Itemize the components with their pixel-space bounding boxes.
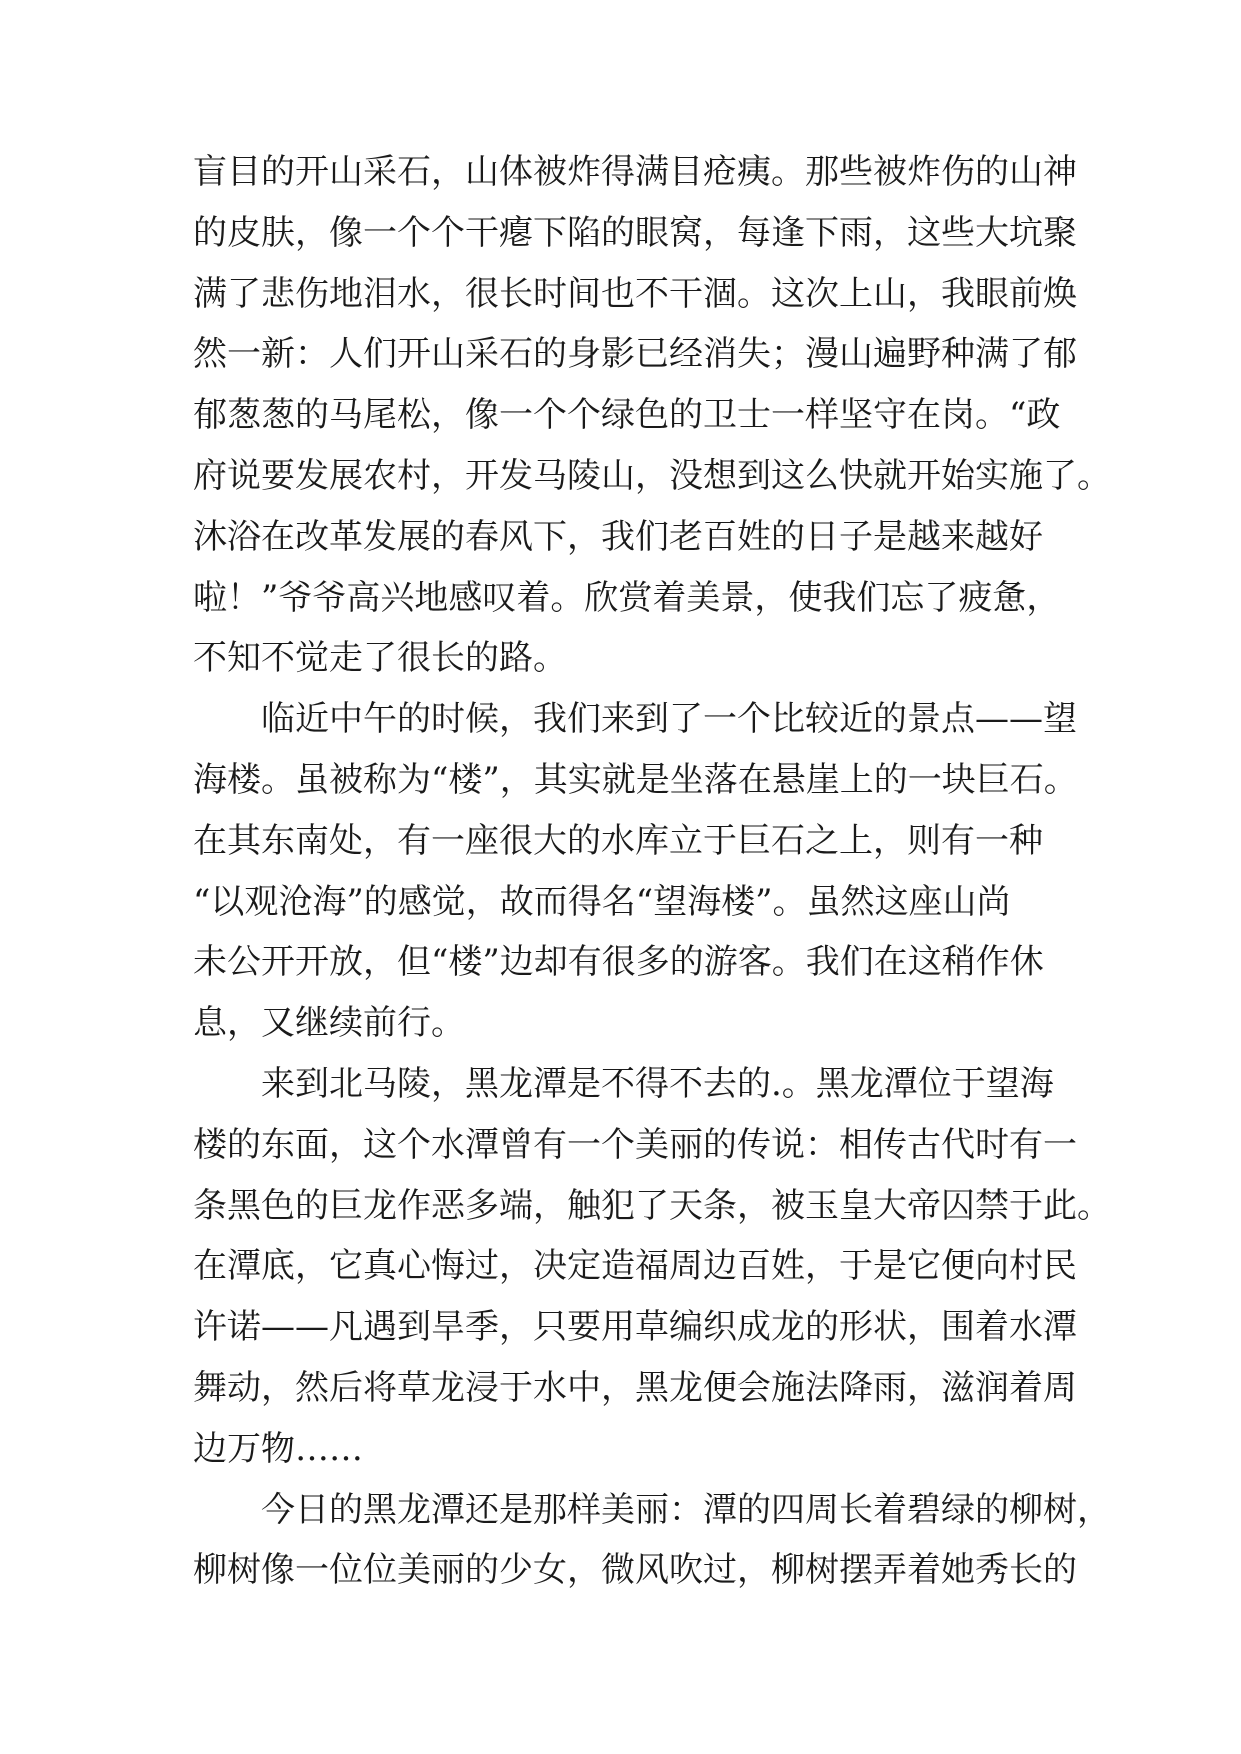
text-line: 盲目的开山采石，山体被炸得满目疮痍。那些被炸伤的山神 [193, 152, 1077, 192]
text-line: 然一新：人们开山采石的身影已经消失；漫山遍野种满了郁 [193, 334, 1077, 375]
text-line: 未公开开放，但“楼”边却有很多的游客。我们在这稍作休 [193, 942, 1044, 983]
text-line: 在其东南处，有一座很大的水库立于巨石之上，则有一种 [193, 820, 1043, 861]
text-line: 舞动，然后将草龙浸于水中，黑龙便会施法降雨，滋润着周 [193, 1367, 1077, 1408]
text-line: 息，又继续前行。 [193, 1003, 465, 1044]
text-line: 郁葱葱的马尾松，像一个个绿色的卫士一样坚守在岗。“政 [193, 395, 1061, 436]
paragraph-first-line: 来到北马陵，黑龙潭是不得不去的.。黑龙潭位于望海 [261, 1063, 1054, 1104]
text-line: 沐浴在改革发展的春风下，我们老百姓的日子是越来越好 [193, 516, 1043, 557]
text-line: 楼的东面，这个水潭曾有一个美丽的传说：相传古代时有一 [193, 1124, 1077, 1165]
text-line: 边万物…… [193, 1428, 363, 1469]
text-line: 海楼。虽被称为“楼”，其实就是坐落在悬崖上的一块巨石。 [193, 759, 1078, 800]
text-line: 条黑色的巨龙作恶多端，触犯了天条，被玉皇大帝囚禁于此。 [193, 1185, 1111, 1226]
text-line: 不知不觉走了很长的路。 [193, 638, 567, 679]
text-line: 许诺——凡遇到旱季，只要用草编织成龙的形状，围着水潭 [193, 1307, 1077, 1348]
text-line: 在潭底，它真心悔过，决定造福周边百姓，于是它便向村民 [193, 1246, 1077, 1287]
text-line: “以观沧海”的感觉，故而得名“望海楼”。虽然这座山尚 [193, 881, 1011, 922]
paragraph-first-line: 今日的黑龙潭还是那样美丽：潭的四周长着碧绿的柳树， [261, 1489, 1111, 1530]
text-line: 的皮肤，像一个个干瘪下陷的眼窝，每逢下雨，这些大坑聚 [193, 212, 1077, 253]
body-text [193, 142, 1111, 1601]
text-line: 府说要发展农村，开发马陵山，没想到这么快就开始实施了。 [193, 455, 1111, 496]
text-line: 满了悲伤地泪水，很长时间也不干涸。这次上山，我眼前焕 [193, 273, 1077, 314]
text-line: 啦！”爷爷高兴地感叹着。欣赏着美景，使我们忘了疲惫， [193, 577, 1061, 618]
paragraph-first-line: 临近中午的时候，我们来到了一个比较近的景点——望 [261, 699, 1077, 740]
text-line: 柳树像一位位美丽的少女，微风吹过，柳树摆弄着她秀长的 [193, 1550, 1077, 1591]
